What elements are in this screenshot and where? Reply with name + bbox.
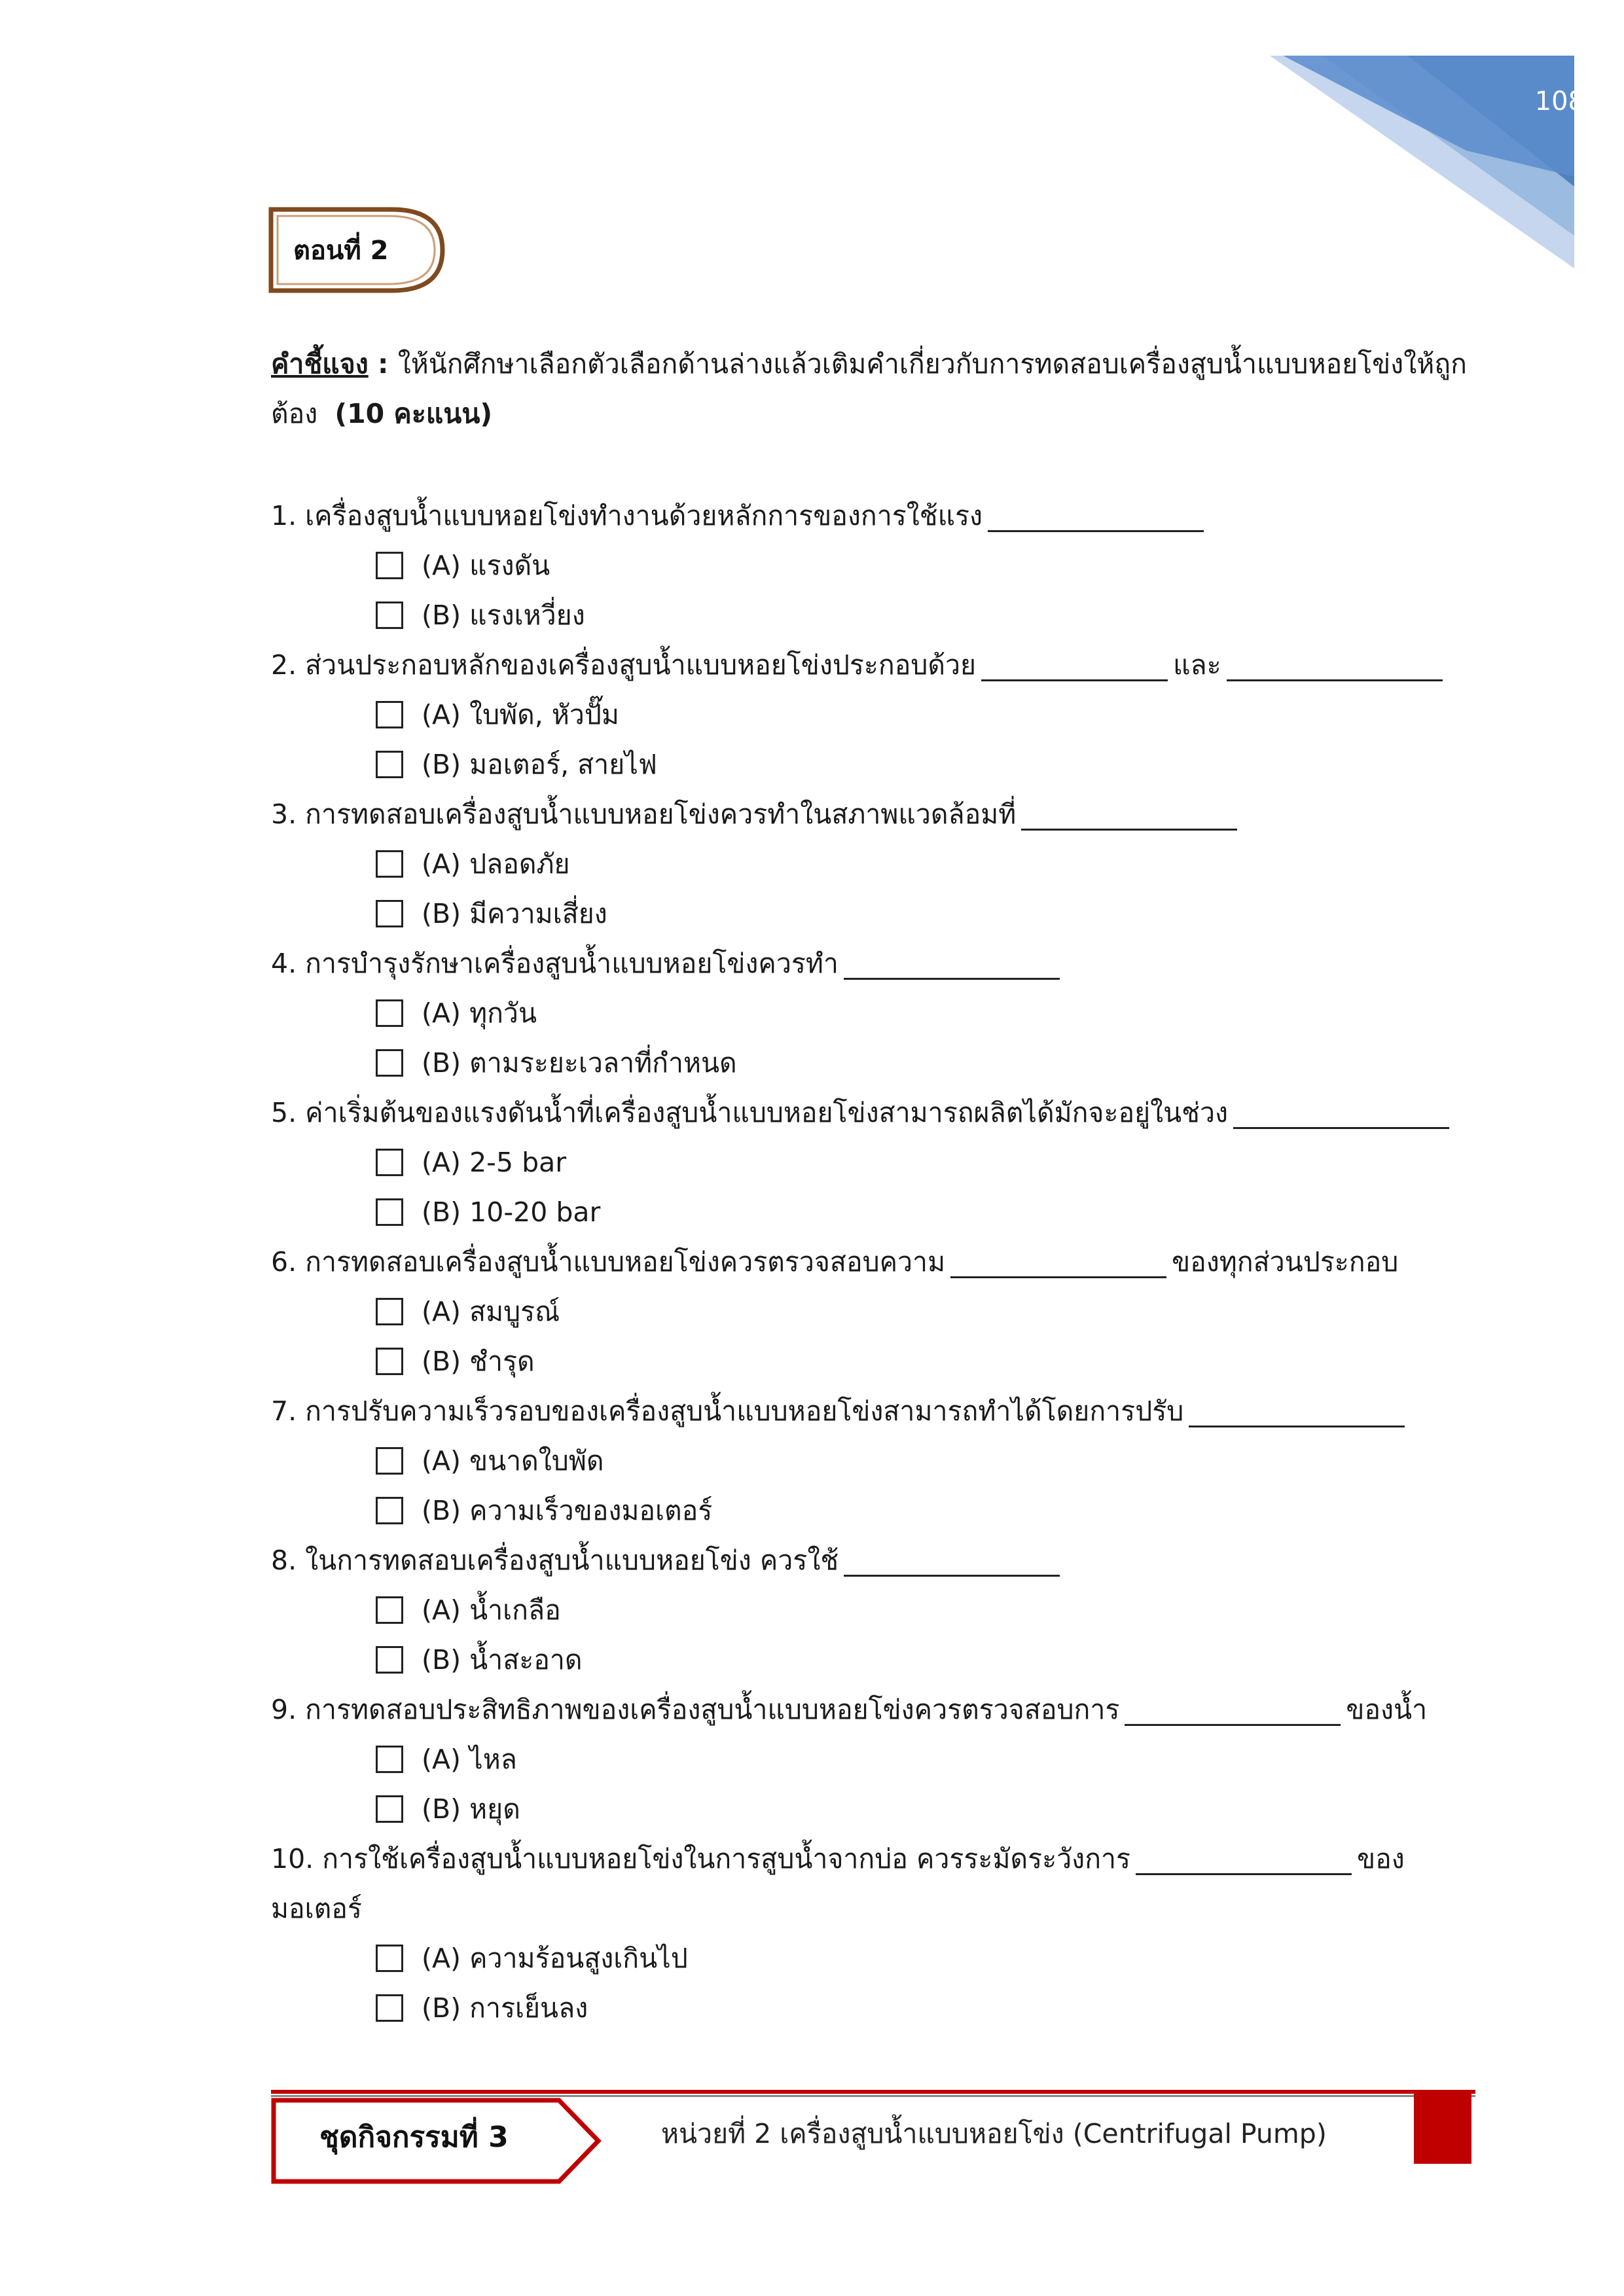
checkbox[interactable] [376, 1348, 403, 1375]
checkbox[interactable] [376, 1049, 403, 1077]
instructions-heading: คำชี้แจง [271, 348, 369, 380]
option-a[interactable] [271, 839, 1489, 889]
checkbox[interactable] [376, 1746, 403, 1773]
option-b[interactable] [271, 1187, 1489, 1237]
checkbox[interactable] [376, 1945, 403, 1972]
checkbox[interactable] [376, 751, 403, 778]
checkbox[interactable] [376, 1298, 403, 1325]
option-label: (A) ขนาดใบพัด [422, 1444, 604, 1477]
checkbox[interactable] [376, 999, 403, 1027]
question-text: 5. ค่าเริ่มต้นของแรงดันน้ำที่เครื่องสูบน้ำแบบหอยโข่งสามารถผลิตได้มักจะอยู่ในช่วง [271, 1097, 1229, 1128]
answer-blank[interactable] [950, 1250, 1166, 1278]
question-suffix: ของน้ำ [1346, 1694, 1428, 1725]
instructions-colon: : [368, 348, 398, 380]
option-label: (A) ไหล [422, 1743, 517, 1775]
option-b[interactable] [271, 1486, 1489, 1535]
question-suffix: ของทุกส่วนประกอบ [1172, 1246, 1399, 1278]
option-label: (B) ความเร็วของมอเตอร์ [422, 1494, 713, 1526]
option-b[interactable] [271, 740, 1489, 789]
option-label: (B) การเย็นลง [422, 1992, 588, 2024]
option-a[interactable] [271, 541, 1489, 590]
corner-decoration [0, 0, 1624, 275]
option-label: (B) มอเตอร์, สายไฟ [422, 748, 657, 780]
checkbox[interactable] [376, 1497, 403, 1524]
checkbox[interactable] [376, 1994, 403, 2022]
question-text: 1. เครื่องสูบน้ำแบบหอยโข่งทำงานด้วยหลักการของการใช้แรง [271, 500, 983, 531]
instructions [271, 339, 1489, 439]
checkbox[interactable] [376, 1596, 403, 1624]
question-3 [271, 789, 1489, 939]
question-text: 3. การทดสอบเครื่องสูบน้ำแบบหอยโข่งควรทำในสภาพแวดล้อมที่ [271, 798, 1017, 830]
option-a[interactable] [271, 1933, 1489, 1983]
section-label: ตอนที่ 2 [293, 236, 389, 266]
checkbox[interactable] [376, 1149, 403, 1176]
checkbox[interactable] [376, 552, 403, 579]
footer-unit-title: หน่วยที่ 2 เครื่องสูบน้ำแบบหอยโข่ง (Centrifugal Pump) [661, 2118, 1327, 2149]
checkbox[interactable] [376, 701, 403, 728]
option-a[interactable] [271, 1138, 1489, 1187]
instructions-text: ให้นักศึกษาเลือกตัวเลือกด้านล่างแล้วเติมคำเกี่ยวกับการทดสอบเครื่องสูบน้ำแบบหอยโข่งให้ถูกต้อง [271, 348, 1467, 429]
option-b[interactable] [271, 889, 1489, 939]
option-label: (A) ปลอดภัย [422, 848, 570, 880]
answer-blank[interactable] [844, 1549, 1060, 1577]
question-4 [271, 939, 1489, 1088]
question-text: 2. ส่วนประกอบหลักของเครื่องสูบน้ำแบบหอยโข่งประกอบด้วย [271, 649, 977, 681]
question-1 [271, 491, 1489, 640]
question-text: 9. การทดสอบประสิทธิภาพของเครื่องสูบน้ำแบบหอยโข่งควรตรวจสอบการ [271, 1694, 1120, 1725]
option-a[interactable] [271, 1585, 1489, 1635]
option-label: (A) สมบูรณ์ [422, 1295, 560, 1327]
option-b[interactable] [271, 1038, 1489, 1088]
option-label: (A) แรงดัน [422, 549, 550, 581]
footer-accent-block [1414, 2092, 1471, 2164]
question-suffix: ของมอเตอร์ [271, 1843, 1405, 1924]
question-7 [271, 1386, 1489, 1535]
answer-blank[interactable] [1125, 1698, 1341, 1726]
option-label: (A) น้ำเกลือ [422, 1594, 561, 1626]
answer-blank[interactable] [988, 504, 1204, 532]
option-label: (A) ทุกวัน [422, 997, 537, 1029]
answer-blank[interactable] [1189, 1399, 1405, 1427]
option-a[interactable] [271, 690, 1489, 740]
question-text: 6. การทดสอบเครื่องสูบน้ำแบบหอยโข่งควรตรวจสอบความ [271, 1246, 946, 1278]
question-6 [271, 1237, 1489, 1386]
question-2 [271, 640, 1489, 789]
option-b[interactable] [271, 1983, 1489, 2033]
option-label: (B) ชำรุด [422, 1345, 535, 1377]
question-list [271, 491, 1489, 2033]
answer-blank[interactable] [1021, 802, 1237, 831]
answer-blank[interactable] [844, 952, 1060, 980]
question-8 [271, 1535, 1489, 1685]
checkbox[interactable] [376, 1198, 403, 1226]
checkbox[interactable] [376, 900, 403, 927]
checkbox[interactable] [376, 601, 403, 629]
option-a[interactable] [271, 1734, 1489, 1784]
answer-blank[interactable] [1136, 1847, 1352, 1875]
option-label: (A) ใบพัด, หัวปั๊ม [422, 698, 619, 730]
option-label: (B) มีความเสี่ยง [422, 897, 607, 929]
question-text: 10. การใช้เครื่องสูบน้ำแบบหอยโข่งในการสูบน้ำจากบ่อ ควรระมัดระวังการ [271, 1843, 1131, 1874]
option-a[interactable] [271, 1287, 1489, 1336]
answer-blank[interactable] [981, 653, 1168, 681]
option-a[interactable] [271, 1436, 1489, 1486]
option-label: (B) น้ำสะอาด [422, 1643, 583, 1676]
option-label: (B) 10-20 bar [422, 1196, 601, 1228]
answer-blank[interactable] [1227, 653, 1443, 681]
question-text: 4. การบำรุงรักษาเครื่องสูบน้ำแบบหอยโข่งควรทำ [271, 948, 839, 979]
checkbox[interactable] [376, 1447, 403, 1475]
option-label: (A) 2-5 bar [422, 1147, 567, 1178]
question-9 [271, 1685, 1489, 1834]
page-number: 108 [1534, 86, 1585, 117]
question-5 [271, 1088, 1489, 1237]
instructions-score: (10 คะแนน) [334, 398, 493, 429]
option-b[interactable] [271, 1784, 1489, 1834]
question-text: 8. ในการทดสอบเครื่องสูบน้ำแบบหอยโข่ง ควรใช้ [271, 1545, 839, 1576]
checkbox[interactable] [376, 1646, 403, 1674]
option-b[interactable] [271, 590, 1489, 640]
option-label: (B) ตามระยะเวลาที่กำหนด [422, 1047, 737, 1079]
question-10 [271, 1834, 1489, 2033]
question-connector: และ [1173, 649, 1221, 681]
option-label: (B) หยุด [422, 1793, 520, 1825]
question-text: 7. การปรับความเร็วรอบของเครื่องสูบน้ำแบบหอยโข่งสามารถทำได้โดยการปรับ [271, 1395, 1184, 1427]
checkbox[interactable] [376, 850, 403, 878]
option-label: (B) แรงเหวี่ยง [422, 599, 585, 631]
option-label: (A) ความร้อนสูงเกินไป [422, 1942, 688, 1974]
answer-blank[interactable] [1233, 1101, 1449, 1129]
checkbox[interactable] [376, 1795, 403, 1823]
option-b[interactable] [271, 1336, 1489, 1386]
option-a[interactable] [271, 988, 1489, 1038]
footer-activity-label: ชุดกิจกรรมที่ 3 [319, 2121, 509, 2154]
option-b[interactable] [271, 1635, 1489, 1685]
